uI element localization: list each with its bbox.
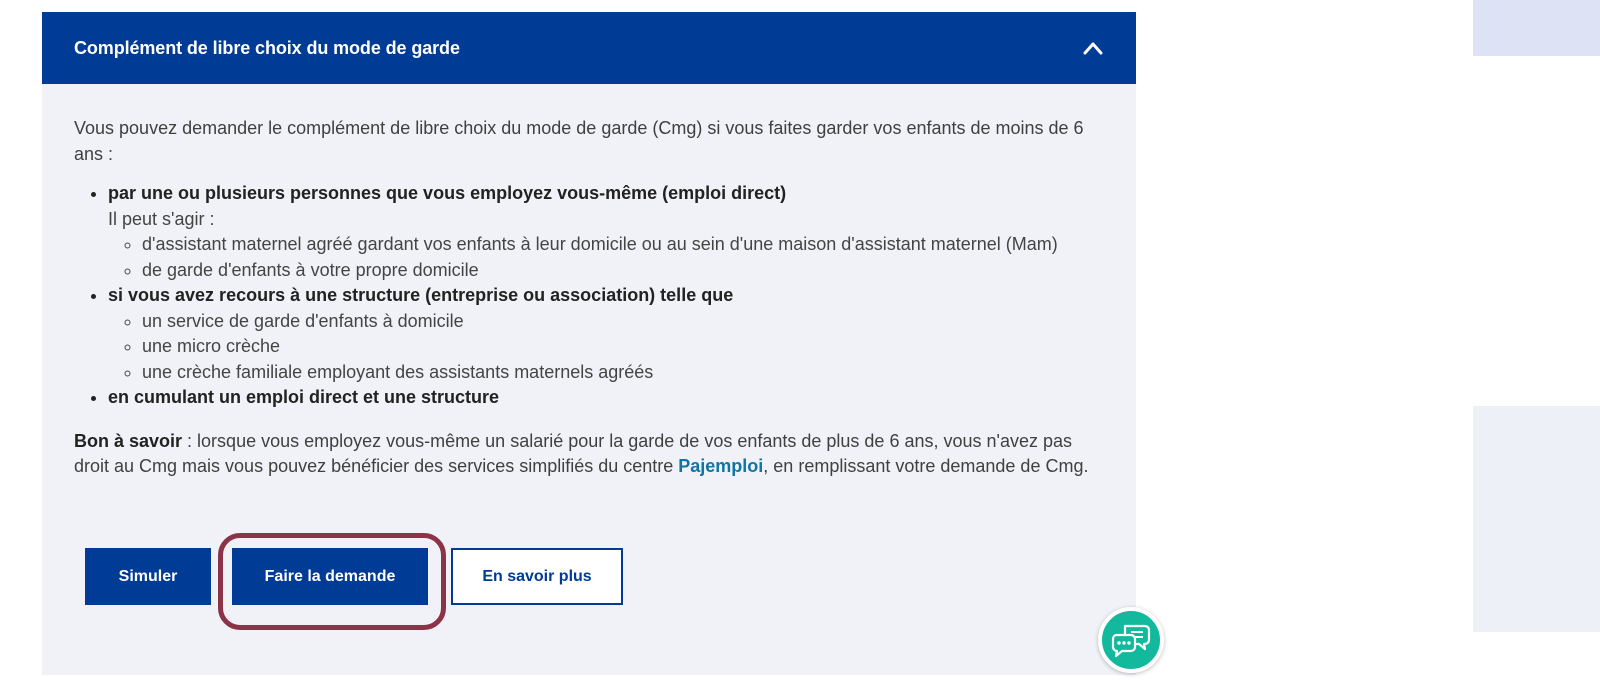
list-item-label: en cumulant un emploi direct et une structure (108, 387, 500, 407)
tip-label: Bon à savoir (74, 430, 183, 451)
sub-list (108, 309, 1104, 386)
tip-text-after: , en remplissant votre demande de Cmg. (763, 456, 1089, 476)
sub-list-item: ◦ une micro crèche (142, 334, 1104, 360)
sub-list-item: ◦ d'assistant maternel agréé gardant vos enfants à leur domicile ou au sein d'une maison d'assistant maternel (Mam) (142, 232, 1104, 258)
list-item-label: si vous avez recours à une structure (entreprise ou association) telle que (108, 285, 734, 305)
list-item (108, 283, 1104, 385)
sub-list (108, 232, 1104, 283)
tip-paragraph (74, 429, 1104, 480)
side-decoration-bottom (1473, 406, 1600, 632)
sub-list-item: ◦ une crèche familiale employant des assistants maternels agréés (142, 360, 1104, 386)
sub-list-item: ◦ un service de garde d'enfants à domicile (142, 309, 1104, 335)
chevron-up-icon[interactable] (1082, 37, 1104, 59)
accordion-title: Complément de libre choix du mode de garde (74, 37, 460, 58)
list-item (108, 385, 1104, 411)
list-item-sub-intro: Il peut s'agir : (108, 208, 215, 229)
sub-list-item: ◦ de garde d'enfants à votre propre domicile (142, 258, 1104, 284)
chat-bubbles-icon[interactable] (1098, 607, 1164, 673)
simuler-button[interactable]: Simuler (85, 548, 211, 605)
pajemploi-link[interactable]: Pajemploi (678, 456, 764, 476)
intro-text: Vous pouvez demander le complément de libre choix du mode de garde (Cmg) si vous faites garder vos enfants de moins de 6 ans : (74, 118, 1084, 164)
accordion-header[interactable] (42, 12, 1136, 84)
side-decoration-top (1473, 0, 1600, 56)
list-item-label: par une ou plusieurs personnes que vous employez vous-même (emploi direct) (108, 183, 787, 203)
tip-text-before: : lorsque vous employez vous-même un salarié pour la garde de vos enfants de plus de 6 ans, vous n'avez pas droit au Cmg mais vous pouvez bénéficier des services simplifiés du centre (74, 430, 1072, 476)
mode-list (74, 181, 1104, 411)
list-item (108, 181, 1104, 283)
en-savoir-plus-button[interactable]: En savoir plus (451, 548, 623, 605)
faire-la-demande-button[interactable]: Faire la demande (232, 548, 428, 605)
